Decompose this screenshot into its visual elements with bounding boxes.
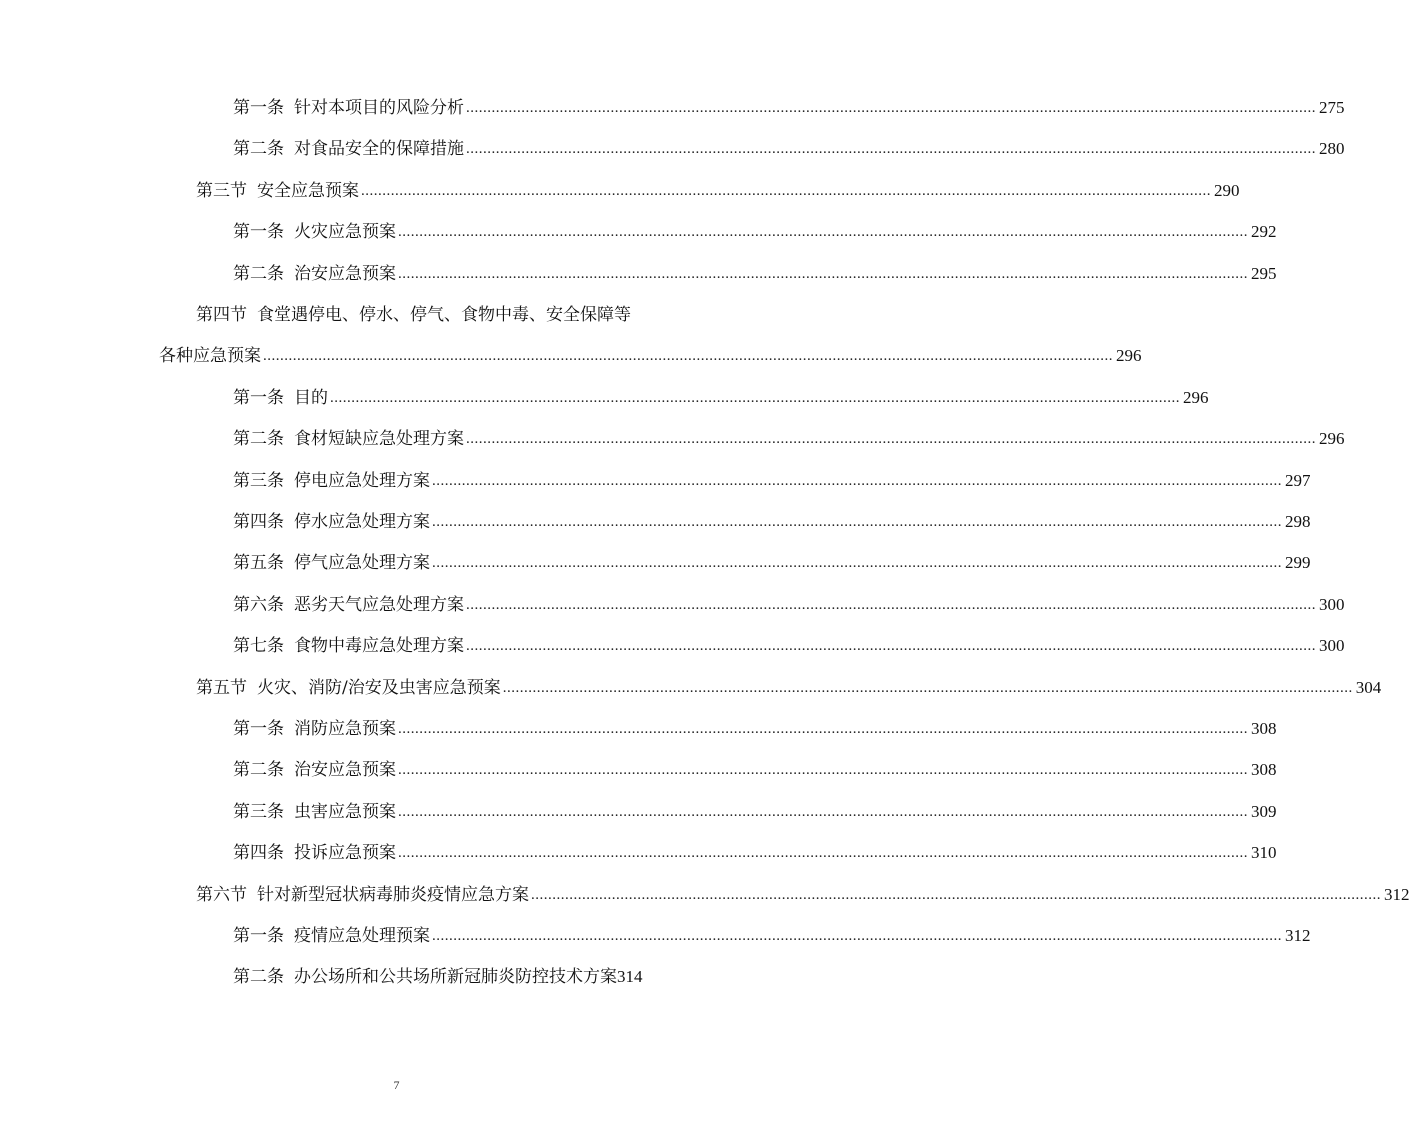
toc-entry-prefix: 第一条 (233, 926, 284, 946)
toc-entry-prefix: 第四条 (233, 843, 284, 864)
toc-entry-prefix: 第二条 (233, 967, 284, 988)
toc-dot-leader: ........................................................................................................................................................................................................ (263, 348, 1113, 365)
toc-entry-title: 食材短缺应急处理方案 (294, 429, 464, 450)
toc-entry-prefix: 第六条 (233, 594, 284, 615)
toc-dot-leader: ........................................................................................................................................................................................................ (330, 389, 1180, 406)
toc-dot-leader: ........................................................................................................................................................................................................ (466, 141, 1316, 158)
toc-entry-title: 停水应急处理方案 (294, 512, 430, 532)
toc-entry-page-number: 300 (1319, 636, 1345, 656)
toc-entry-title: 针对本项目的风险分析 (294, 98, 464, 118)
toc-entry-title: 各种应急预案 (159, 346, 261, 367)
toc-entry (233, 957, 672, 987)
toc-dot-leader: ........................................................................................................................................................................................................ (398, 762, 1248, 779)
toc-entry (233, 461, 1311, 491)
toc-dot-leader: ........................................................................................................................................................................................................ (398, 224, 1248, 241)
toc-entry-page-number: 296 (1319, 429, 1345, 449)
toc-entry-title: 目的 (294, 387, 328, 408)
toc-entry (233, 916, 1311, 946)
toc-dot-leader: ........................................................................................................................................................................................................ (432, 555, 1282, 572)
toc-entry (233, 419, 1345, 450)
toc-entry-page-number: 280 (1319, 139, 1345, 159)
toc-entry (233, 212, 1277, 243)
toc-entry-title: 对食品安全的保障措施 (294, 139, 464, 160)
toc-entry-page-number: 308 (1251, 760, 1277, 780)
toc-entry (159, 336, 1142, 367)
toc-entry (233, 792, 1277, 822)
toc-entry-prefix: 第三节 (196, 180, 247, 201)
toc-entry-prefix: 第五节 (196, 677, 247, 698)
toc-entry-page-number: 300 (1319, 594, 1345, 614)
toc-dot-leader: ........................................................................................................................................................................................................ (466, 100, 1316, 116)
toc-entry-prefix: 第二条 (233, 760, 284, 781)
toc-dot-leader: ........................................................................................................................................................................................................ (432, 514, 1282, 530)
toc-entry (233, 378, 1209, 408)
toc-entry-page-number: 297 (1285, 470, 1311, 490)
toc-entry (233, 750, 1277, 781)
toc-entry-title: 火灾、消防/治安及虫害应急预案 (257, 677, 501, 698)
toc-entry (233, 88, 1345, 118)
toc-entry-page-number: 314 (617, 967, 643, 987)
toc-dot-leader: ........................................................................................................................................................................................................ (502, 679, 1353, 696)
toc-entry-page-number: 309 (1251, 801, 1277, 821)
toc-entry-prefix: 第六节 (196, 884, 247, 905)
toc-entry (233, 254, 1277, 284)
toc-entry-prefix: 第一条 (233, 387, 284, 408)
toc-entry-page-number: 312 (1384, 884, 1410, 904)
toc-entry-page-number: 296 (1183, 387, 1209, 407)
toc-entry-prefix: 第一条 (233, 222, 284, 243)
toc-entry (233, 626, 1345, 657)
toc-entry (233, 502, 1311, 532)
toc-entry-prefix: 第三条 (233, 801, 284, 822)
toc-entry-page-number: 312 (1285, 926, 1311, 945)
toc-entry (233, 543, 1311, 574)
toc-entry-page-number: 295 (1251, 263, 1277, 283)
toc-dot-leader: ........................................................................................................................................................................................................ (398, 721, 1248, 737)
toc-entry (233, 129, 1345, 160)
toc-entry-title: 食物中毒应急处理方案 (294, 636, 464, 657)
toc-entry-title: 疫情应急处理预案 (294, 926, 430, 946)
page-number: 7 (393, 1078, 400, 1092)
toc-dot-leader: ........................................................................................................................................................................................................ (466, 638, 1316, 655)
toc-entry-prefix: 第四节 (196, 305, 247, 325)
toc-entry-page-number: 296 (1116, 346, 1142, 366)
toc-entry-prefix: 第二条 (233, 139, 284, 160)
toc-entry (233, 709, 1277, 739)
toc-entry (196, 295, 672, 325)
toc-entry (196, 875, 1410, 905)
toc-entry-title: 火灾应急预案 (294, 222, 396, 243)
toc-entry-title: 投诉应急预案 (294, 843, 396, 864)
toc-entry-title: 治安应急预案 (294, 263, 396, 284)
toc-entry (233, 585, 1345, 615)
toc-entry-title: 消防应急预案 (294, 719, 396, 739)
toc-dot-leader: ........................................................................................................................................................................................................ (361, 182, 1211, 199)
toc-entry-prefix: 第一条 (233, 98, 284, 118)
toc-dot-leader: ........................................................................................................................................................................................................ (466, 596, 1316, 613)
toc-entry-title: 治安应急预案 (294, 760, 396, 781)
toc-dot-leader: ........................................................................................................................................................................................................ (432, 472, 1282, 489)
toc-entry (196, 668, 1382, 698)
toc-entry-title: 停气应急处理方案 (294, 553, 430, 574)
toc-entry-prefix: 第三条 (233, 470, 284, 491)
toc-entry-page-number: 275 (1319, 98, 1345, 117)
toc-entry-page-number: 304 (1355, 677, 1382, 697)
toc-entry-title: 针对新型冠状病毒肺炎疫情应急方案 (257, 884, 529, 905)
toc-entry-title: 食堂遇停电、停水、停气、食物中毒、安全保障等 (257, 305, 631, 325)
toc-entry (196, 171, 1240, 201)
toc-entry-page-number: 299 (1285, 553, 1311, 573)
toc-entry-title: 恶劣天气应急处理方案 (294, 594, 464, 615)
toc-dot-leader: ........................................................................................................................................................................................................ (466, 431, 1316, 448)
toc-entry-prefix: 第五条 (233, 553, 284, 574)
toc-entry (233, 833, 1277, 864)
toc-dot-leader: ........................................................................................................................................................................................................ (398, 265, 1248, 282)
toc-entry-prefix: 第一条 (233, 719, 284, 739)
toc-entry-page-number: 308 (1251, 719, 1277, 738)
toc-entry-title: 停电应急处理方案 (294, 470, 430, 491)
toc-entry-prefix: 第二条 (233, 263, 284, 284)
toc-entry-title: 虫害应急预案 (294, 801, 396, 822)
toc-dot-leader: ........................................................................................................................................................................................................ (398, 845, 1248, 862)
toc-entry-prefix: 第四条 (233, 512, 284, 532)
toc-entry-page-number: 290 (1214, 180, 1240, 200)
toc-dot-leader: ........................................................................................................................................................................................................ (531, 886, 1381, 903)
toc-dot-leader: ........................................................................................................................................................................................................ (398, 803, 1248, 820)
toc-entry-title: 办公场所和公共场所新冠肺炎防控技术方案 (294, 967, 617, 988)
toc-dot-leader: ........................................................................................................................................................................................................ (432, 928, 1282, 944)
toc-entry-page-number: 310 (1251, 843, 1277, 863)
toc-entry-title: 安全应急预案 (257, 180, 359, 201)
toc-entry-page-number: 298 (1285, 512, 1311, 531)
toc-entry-prefix: 第二条 (233, 429, 284, 450)
toc-entry-page-number: 292 (1251, 222, 1277, 242)
toc-entry-prefix: 第七条 (233, 636, 284, 657)
